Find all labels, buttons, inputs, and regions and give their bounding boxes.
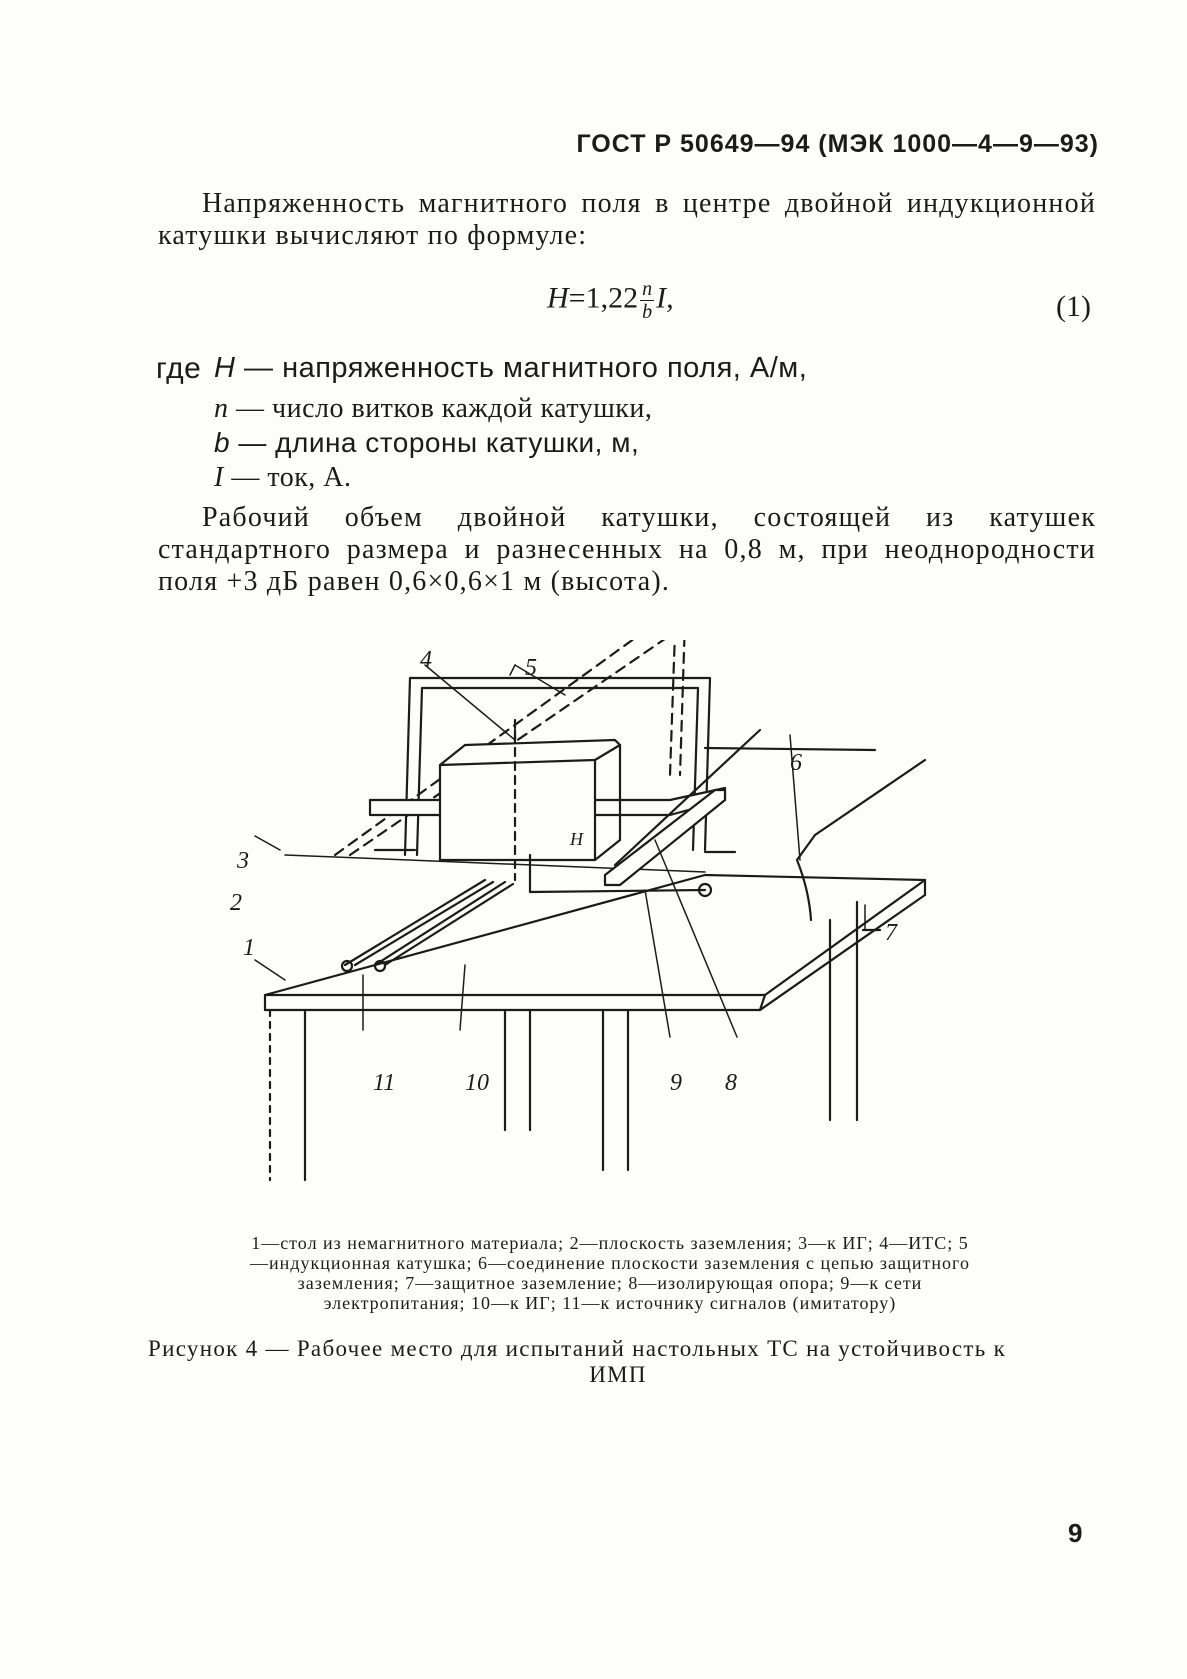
figure-label-8: 8 — [725, 1070, 737, 1096]
figure-label-10: 10 — [465, 1070, 489, 1096]
figure-label-2: 2 — [230, 890, 242, 916]
caption-line1: Рисунок 4 — Рабочее место для испытаний настольных ТС на устойчивость к — [148, 1336, 1007, 1361]
definition-symbol: b — [214, 427, 231, 458]
caption-line2: ИМП — [589, 1362, 647, 1387]
figure-label-1: 1 — [243, 935, 255, 961]
page-number: 9 — [1068, 1518, 1083, 1548]
definition-symbol: n — [214, 393, 229, 424]
formula-fraction — [640, 278, 654, 323]
formula-numerator: n — [642, 278, 653, 300]
figure-label-4: 4 — [420, 647, 432, 673]
figure-label-11: 11 — [373, 1070, 396, 1096]
definition-symbol: I — [214, 462, 224, 493]
where-label: где — [156, 352, 202, 385]
document-header: ГОСТ Р 50649—94 (МЭК 1000—4—9—93) — [576, 130, 1099, 158]
definition-text: — число витков каждой катушки, — [236, 393, 653, 424]
formula — [547, 278, 674, 323]
figure-label-6: 6 — [790, 750, 802, 776]
definition-I — [214, 462, 352, 494]
formula-eq: =1,22 — [568, 281, 639, 315]
table — [265, 875, 925, 1180]
figure-label-3: 3 — [237, 848, 249, 874]
figure-legend: 1—стол из немагнитного материала; 2—плоскость заземления; 3—к ИГ; 4—ИТС; 5—индукционная катушка; 6—соединение плоскости заземления с цепью защитного заземления; 7—защитное заземление; 8—изолирующая опора; 9—к сети электропитания; 10—к ИГ; 11—к источнику сигналов (имитатору) — [250, 1233, 970, 1313]
definition-H — [214, 352, 807, 385]
figure-caption — [148, 1336, 1088, 1388]
definition-b — [214, 427, 639, 459]
intro-paragraph: Напряженность магнитного поля в центре двойной индукционной катушки вычисляют по формуле: — [158, 188, 1096, 251]
formula-rhs: I, — [656, 281, 674, 315]
figure-label-7: 7 — [885, 920, 897, 946]
definition-text: — напряженность магнитного поля, А/м, — [244, 352, 808, 384]
definition-text: — ток, А. — [231, 462, 352, 493]
definition-n — [214, 393, 652, 425]
field-label: H — [570, 829, 583, 849]
definition-text: — длина стороны катушки, м, — [238, 427, 640, 458]
test-setup-figure — [225, 640, 985, 1200]
formula-denominator: b — [642, 301, 653, 323]
working-volume-paragraph: Рабочий объем двойной катушки, состоящей из катушек стандартного размера и разнесенных на 0,8 м, при неоднородности поля +3 дБ равен 0,6×0,6×1 м (высота). — [158, 502, 1096, 597]
figure-label-5: 5 — [525, 655, 537, 681]
formula-lhs: H — [547, 281, 569, 315]
equation-number: (1) — [1056, 290, 1091, 323]
definition-symbol: H — [214, 352, 236, 384]
figure-label-9: 9 — [670, 1070, 682, 1096]
